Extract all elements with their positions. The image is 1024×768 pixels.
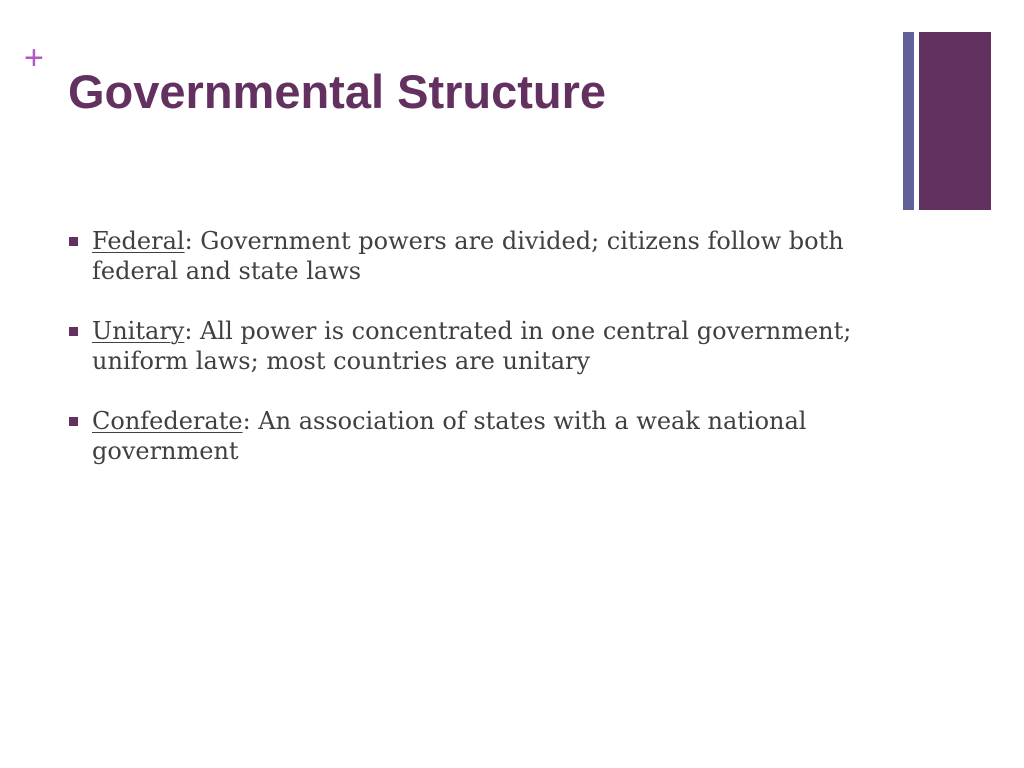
bullet-term: Federal	[92, 227, 185, 255]
bullet-item-unitary	[68, 316, 898, 376]
square-bullet-icon	[69, 417, 78, 426]
bullet-item-federal	[68, 226, 898, 286]
bullet-term: Confederate	[92, 407, 243, 435]
square-bullet-icon	[69, 237, 78, 246]
square-bullet-icon	[69, 327, 78, 336]
accent-bar-thick	[919, 32, 991, 210]
bullet-text: : Government powers are divided; citizens follow both federal and state laws	[92, 227, 844, 285]
bullet-term: Unitary	[92, 317, 185, 345]
plus-icon: +	[24, 39, 44, 77]
slide-title: Governmental Structure	[68, 65, 607, 118]
bullet-item-confederate	[68, 406, 898, 466]
bullet-text: : All power is concentrated in one central government; uniform laws; most countries are unitary	[92, 317, 852, 375]
accent-bar-thin	[903, 32, 914, 210]
bullet-list	[68, 226, 898, 496]
bullet-text: : An association of states with a weak national government	[92, 407, 807, 465]
